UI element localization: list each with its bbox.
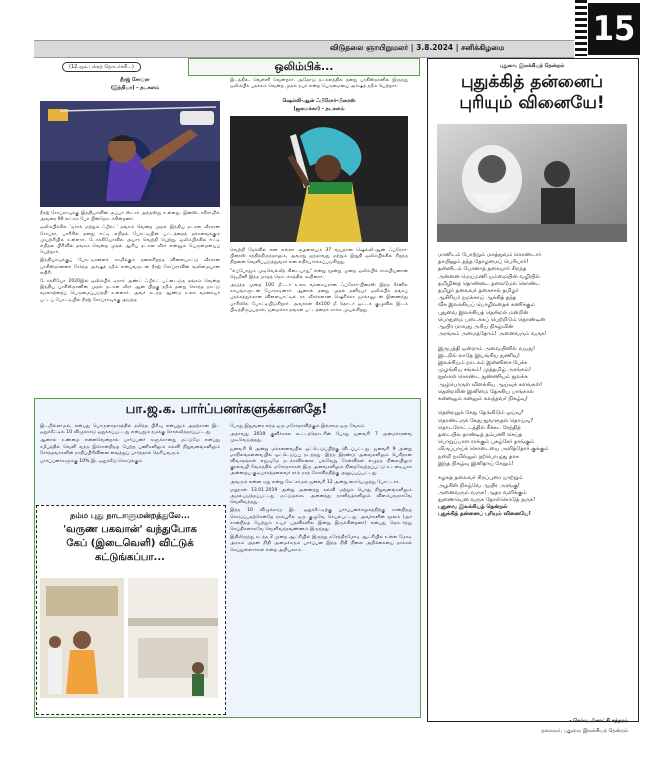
javelin-athlete-photo [40, 101, 220, 207]
parliament-photo-left [40, 578, 124, 698]
poem-line: மானிடம் போற்றும் மகத்துவம் கொண்டார் [438, 252, 542, 258]
corner-stripes [575, 0, 587, 56]
olympics-body [230, 248, 408, 314]
olympics-paragraph: "எப்போதும் முடிவெல்லீத் கிடையாது" என்று மூன்று முறை ஒலிம்பிக் சாம்பியனான ஜெமினி இந்த மாதத் தொடக்கத்தில் கூறினார். [230, 268, 408, 280]
right-title-1: புதுக்கித் தன்னைப் [461, 72, 603, 92]
poem-line: கன்னலும் கனலும் கலந்தவர் நிகழ்வு! [438, 396, 528, 403]
page-number: 15 [588, 3, 640, 55]
poem-line: தென்றலுக் கேது தேங்கிடும் ஓய்வு? [438, 410, 524, 417]
poem-line: இந்த நிகழ்வு இனிதாய் கேறும்! [438, 460, 514, 467]
poem-line [438, 468, 628, 475]
right-kicker: புதுவை இலக்கியத் தென்றல் [499, 63, 565, 69]
poem-line: பொறுப்பாள ராக்கும் புகழ்சேர் தாங்கும் [438, 439, 535, 446]
poem-line: தன்னிடம் போனாத் தகையார் சிறந்த [438, 266, 527, 273]
left-paragraph: இந்தியாவுக்குப் போட்டிகளைக் காமிக்கும் தலைசிறந்த விளையாட்டு வீரரான பாகிஸ்தானைச் சேர்ந்த அர்ஷத் நதீம் என்பவருடன் நீரஜ் சோப்ராவின் வலிமையான எதிரி. [40, 258, 220, 276]
bottom-left-paragraph: இடமில்லாமல், என்பது பொருளாதாரத்தில் நலிந்த பிரிவு என்பதும் அதற்கான இட ஒதுக்கீட்டில் 10 விழுக்காடு ஒதுக்கப்பட்டது என்பதும் நமக்கு சொல்லித்தரப்பட்டது. [40, 424, 220, 436]
poem-line: இலக்கியம் நாடகம் இன்னிசை பேச்சு [438, 360, 528, 367]
bottom-right-paragraph: அதாவது 2019 குளிர்கால கூட்டத்தொடரின் போது ஜனவரி 7 அமைச்சரவை முடிவெடுத்தது. [230, 432, 412, 444]
bottom-left-body [40, 424, 220, 465]
poem-line: நூல்கள் கொண்ட நுண்ணியம் துலக்க [438, 374, 528, 381]
left-paragraph: ஒலிம்பிக்கில் 'டிராக் மற்றும் ஃபீல்ட்' தங்கம் வென்ற முதல் இந்திய தடகள வீரரான சோப்ரா, பாரிசில் தனது ஈட்டி எறிதல் போட்டியின் பட்டத்தைத் தக்கவைக்கும் முயற்சியில் உள்ளார். டோக்கியோவில் அபார வெற்றி பெற்று, ஒலிம்பிக்கில் ஈட்டி எறிதல் பிரிவில் தங்கம் வென்ற முதல் ஆசிய தடகள வீரர் என்னும் பெருமையைப் பெற்றார். [40, 225, 220, 256]
poem-line: முழங்கிய சங்கம்! முத்தமிழ் அரங்கம்! [438, 367, 531, 374]
poem-line: இடறில் லாதே இயங்கிய துணிவு! [438, 352, 521, 359]
poem-line: அன்னை மெய்மணி யம்மையின் வழியில் [438, 273, 540, 280]
poem-line: விருப்பாய்க் கொடையை அளித்தோர் குக்கும் [438, 446, 549, 453]
athlete-name-neeraj: நீரஜ் சோப்ரா [120, 77, 150, 83]
poem-line: ஆயிர மாவது அரிய நிகழ்வின் [438, 324, 514, 331]
poem-line: தாயினும் தந்த தோழமைப் பெரியார்! [438, 259, 529, 266]
parliament-line-4: கட்டுங்கப்பா... [95, 552, 165, 563]
poem-line: தமிழர் தலைவர் தகைசால் தமிழர் [438, 288, 519, 295]
poem-author-title: தலைவர், புதுவை இலக்கியத் தென்றல் [541, 728, 628, 734]
poem-line: அரங்கம் அமைத்தோம்! அனைவரும் வருக! [438, 331, 547, 338]
poem-line: வீசு இலக்கியப் பொழிலதைக் கணிக்கும் [438, 302, 535, 309]
periyar-photo [437, 124, 627, 242]
header-title: விடுதலை ஞாயிறுமலர் | 3.8.2024 | சனிக்கிழமை [330, 43, 505, 52]
parliament-photo-right [128, 578, 218, 698]
left-article-body [40, 211, 220, 304]
olympics-paragraph: வெற்றி தேர்வில் என எல்லா சூழலையும் 37 வயதான ஷெல்லி-ஆன் ஃப்ரேசர்-பிரைஸ் சந்தித்திருந்தாலும், அவரது ஐந்தாவது மற்றும் இறுதி ஒலிம்பிக்கில் சிறந்த திறனை வெளிப்படுத்துவார் என எதிர்பார்க்கப்படுகிறது. [230, 248, 408, 266]
parliament-line-1: நம்ம புது நாடாளுமன்றத்துலே... [70, 511, 190, 520]
poem-line: தொடரோட் டத்தில் கீச்சுட ரேந்தித் [438, 424, 521, 431]
athlete-country-neeraj: (இந்தியா) - தடகளம் [110, 85, 160, 91]
bottom-right-paragraph: இந்த 10 விழுக்காடு இட ஒதுக்கீட்டிற்கு பார்ப்பனச்சமூகத்திற்கு சான்றிதழ் கொடுப்பதற்கென்றே நாக்பூரில் ஒரு குழுவே செயல்பட்டது. அவர்களின் மூலம் (அச் சான்றிதழ் பெற்றும் உயர் பதவிகளில் இன்று இருக்கின்றனர்) என்பது தொடர்ந்து செய்திகளாகவே வெளிவந்தவண்ணம் இருந்தது. [230, 508, 412, 533]
poem-line: நன்றி நவில்லும் நற்பொழுது தாக [438, 453, 519, 460]
athlete-name-fraser: ஷெல்லி-ஆன் ஃபிரேசர்-பிரைஸ் [282, 98, 356, 104]
poem-line: தொண்டருக் கேது துவளுதல் தொய்வு? [438, 417, 534, 424]
poem-line: பொதுமை படைக்கப் பெற்றிடும் தொண்டின் [438, 316, 546, 323]
bottom-right-paragraph: இதிலிருந்து கடந்த 2 முறை ஆட்சியில் இருந்து நரேந்திரமோடி ஆட்சியில் உள்ள மோடி அரசும் அதன் நிதி அமைச்சரும் பார்ப்பன இந்த நிதி நிலை அறிக்கையை தாக்கல் செய்துள்ளார்கள் என்ற அறியலாம். [230, 535, 412, 553]
poem-line [438, 338, 628, 345]
right-title-2: புரியும் வினையே! [459, 93, 605, 113]
bottom-right-paragraph: ஜனவரி 8 அன்று மக்களவையில் ஓட்டெடுப்பிற்கு விடப்பட்டது. ஜனவரி 9 அன்று மாநிலங்களவையில் ஓட்டெடுப்பு நடந்தது. இந்த இரண்டு அவைகளிலும் பெரிதான விவாதங்கள் எதுவுமே நடக்கவில்லை. பல்வேறு கேள்விகள் எழுந்த நிலையிலும் குரல்வழி வேகத்தில் மசோதாக்கள் இரு அவைகளிலும் நிறைவேற்றப்பட்டு உடனடியாக அன்றைய குடியரசுத்தலைவர் ராம் நாத் கோவிந்திற்கு அனுப்பப்பட்டது. [230, 446, 412, 477]
poem-line: புதுவை இலக்கியத் தென்றல் [438, 504, 508, 511]
bottom-left-paragraph: ஆனால் உண்மை என்னவென்றால் பார்ப்பனர் களுக்கானது மட்டுமே என்பது சமீபத்தில் வெளி வந்த இச்சான்றிதழ் பெற்ற பணிகளிலும் கல்வி நிறுவனங்களிலும் சேர்ந்தவர்களின் நாதிப்பிரிவினை வைத்துப் பார்த்தால் தெரியவரும். [40, 438, 220, 456]
poem-line: புதுவை இலக்கியத் தென்றல் மன்றின் [438, 309, 529, 316]
poem-line: இருபத்தி ஒன்றாம் அவையினில் வயது! [438, 345, 536, 352]
olympics-title: ஒலிம்பிக்... [188, 58, 420, 76]
poem-line: ஆழ்பொருள் விளக்கிய ஆய்வுக் களங்கள்! [438, 381, 543, 388]
poem-line: தென்றலின் இனிமை தேசுகிய பாங்கால் [438, 388, 534, 395]
athlete-country-fraser: (ஜமைக்கா) - தடகளம் [293, 106, 345, 112]
parliament-line-3: கேப் (இடைவெளி) விட்டுக் [66, 538, 194, 549]
poem-line: அழகின் நிகழ்வே ஆயிர அரங்கு! [438, 482, 520, 489]
poem [438, 252, 628, 519]
poem-line: தமிழினத் தொண்டை தலைமேல் கொண்ட [438, 280, 541, 287]
poem-line: கழகத் தலைவர் சிறப்புரை யாற்றும் [438, 475, 523, 482]
left-paragraph: டோக்கியோ 2020இல் ஒலிம்பிக் டிராக் அண்ட் ஃபீல்ட் பட்டைஞ்த தங்கம் வென்ற இந்திய பாகிஸ்தானின் முதல் தடகள வீரர் ஆன பிறகு நதீம் தனது சொந்த நாட்டு வரலாற்றைப் பெருமைப்படுத்தி உள்ளார். அவர் கடந்த ஆண்டு உலக வாகையர் பட்டப் போட்டியில் நீரஜ் சோப்ராவுக்கு அடுத்த [40, 279, 220, 303]
poem-line: புதுக்கித் தன்னைப் புரியும் வினையே! [438, 511, 531, 518]
poem-line: ஆசிரியர் நமக்காய் ஆக்கித் தந்த [438, 295, 517, 302]
poem-line: துணையென வருக தோள்கொடுத் தருக! [438, 496, 536, 503]
bottom-left-paragraph: பார்ப்பனர்களுக்கு 10% இடஒதுக்கீடு கொடுக்கும் [40, 459, 142, 465]
poem-author: - செல்வ மீனாட்சி சுந்தரம் [569, 718, 628, 724]
bottom-right-body [230, 424, 412, 554]
continuation-note: (12ஆம் பக்கத் தொடர்ச்சி...) [62, 62, 141, 72]
poem-line: அனைவரும் வருக! ஆதர வளிக்கும் [438, 489, 527, 496]
left-paragraph: நீரஜ் சோப்ராவுக்கு இந்தியாவின் சூப்பர் ஸ்டார் அந்தஸ்து உள்ளது. இன்ஸ்டாகிராமில் அவரை 90 லட்சம் பேர் பின்தொடர்கின்றனர். [40, 211, 220, 223]
poem-line [438, 403, 628, 410]
bottom-right-paragraph: அவரும் என்ன ஏது என்று கேட்காமல் ஜனவரி 12 அன்று கையெழுத்து போட்டார். [230, 479, 400, 485]
bottom-article-title: பா.ஜ.க. பார்ப்பனர்களுக்கானதே! [125, 402, 328, 417]
bottom-right-paragraph: போது இதுவரை எந்த ஒரு மசோதாவிற்கும் இல்லாத ஒரு வேகம். [230, 424, 366, 429]
sprinter-photo [230, 116, 408, 242]
olympics-intro: இடத்தில், வெள்ளி வென்றார். அதோடு தடகளத்தில் தனது பாகிஸ்தானில் இருந்து ஒலிம்பிக் பதக்கம் வென்ற முதல் நபர் என்ற பெருமையை அர்ஷத் நதீம் பெற்றார். [230, 78, 408, 90]
olympics-paragraph: அடுத்த முறை 100 மீட்டர் உலக வாகையரான ஃப்ரேசர்-பிரைஸ் இந்த சீசனில் காயங்களுடன் போராடினார். ஆனால் தனது முதல் தனிநபர் ஒலிம்பிக் தங்கப் பதக்கத்துக்கான விளையாட்டில் சக வீரர்களான ஷெரிக்கா ஜாக்சனுடன் இணைந்து பாரிஸில் போட்டியிடுகிறார். அவர்கள் 4x100 மீ தொடர் ஓட்டக் குழுவில் இடம் பிடித்திருப்பதால், ஜமைக்கா தங்கள் பட்டத்தைக் காக்க முயல்கிறது. [230, 283, 408, 313]
bottom-right-paragraph: மறுநாள் 13.01.2019 அன்று அனைத்து கல்வி மற்றும் பொது நிறுவனங்களிலும் அமல்படுத்தப்பட்டது மட்டுமல்ல, அனைத்து நாளிதழ்களிலும் விளம்பரமாகவே வெளிவந்தது. [230, 487, 412, 506]
parliament-line-2: 'வருண பகவான்' வந்துபோக [63, 524, 197, 535]
poem-line: தடையில தாண்டித் தம்பணி செய்த [438, 432, 523, 439]
